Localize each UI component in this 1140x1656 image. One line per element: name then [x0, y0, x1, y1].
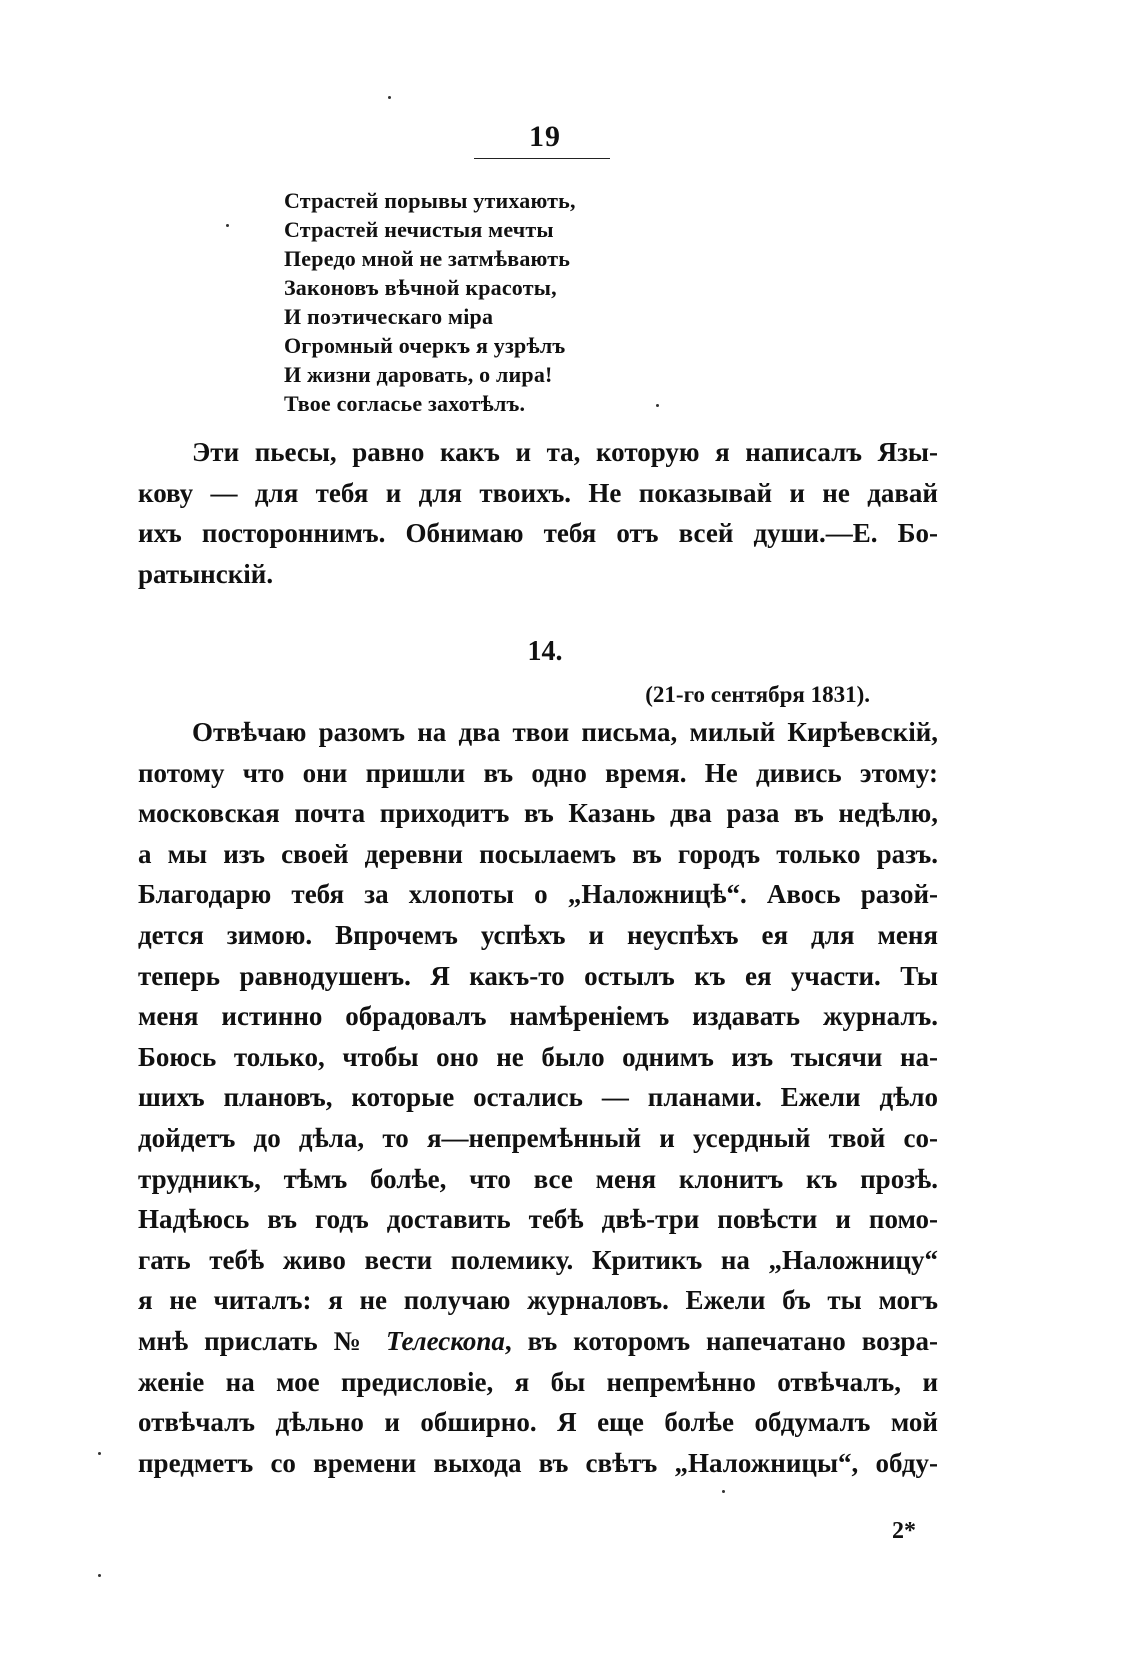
text-line: кову — для тебя и для твоихъ. Не показывай и не давай — [138, 477, 938, 508]
text-line: шихъ плановъ, которые остались — планами. Ежели дѣло — [138, 1082, 938, 1113]
text-line: ратынскій. — [138, 558, 274, 589]
text-line: Боюсь только, чтобы оно не было однимъ изъ тысячи на- — [138, 1041, 938, 1072]
text-line: гать тебѣ живо вести полемику. Критикъ на „Наложницу“ — [138, 1244, 938, 1275]
poem-line: И жизни даровать, о лира! — [284, 362, 553, 387]
text-line: а мы изъ своей деревни посылаемъ въ городъ только разъ. — [138, 838, 938, 869]
text-line: я не читалъ: я не получаю журналовъ. Ежели бъ ты могъ — [138, 1285, 938, 1316]
text-line — [138, 1321, 938, 1362]
text-line: предметъ со времени выхода въ свѣтъ „Наложницы“, обду- — [138, 1447, 938, 1478]
signature-mark: 2* — [892, 1518, 916, 1544]
text-line: Отвѣчаю разомъ на два твои письма, милый Кирѣевскій, — [192, 717, 938, 747]
scan-speck — [98, 1452, 101, 1455]
scan-speck — [656, 404, 659, 407]
page-number: 19 — [529, 120, 561, 153]
scan-speck — [388, 96, 391, 99]
poem-line: Огромный очеркъ я узрѣлъ — [284, 333, 566, 358]
poem-line: Страстей порывы утихають, — [284, 188, 576, 213]
text-line: Эти пьесы, равно какъ и та, которую я написалъ Язы- — [192, 437, 938, 467]
letter-date: (21-го сентября 1831). — [645, 682, 870, 707]
italic-journal-title: Телескопа — [385, 1325, 505, 1356]
header-rule — [474, 158, 610, 159]
text-line: ихъ постороннимъ. Обнимаю тебя отъ всей души.—Е. Бо- — [138, 518, 938, 549]
text-line: дется зимою. Впрочемъ успѣхъ и неуспѣхъ ея для меня — [138, 919, 938, 950]
text-segment: , въ которомъ напечатано возра- — [504, 1325, 938, 1356]
scan-speck — [98, 1574, 101, 1577]
text-line: женіе на мое предисловіе, я бы непремѣнно отвѣчалъ, и — [138, 1366, 938, 1397]
closing-paragraph — [138, 432, 938, 594]
text-segment: мнѣ прислать № — [138, 1325, 386, 1356]
text-line: Надѣюсь въ годъ доставить тебѣ двѣ-три повѣсти и помо- — [138, 1204, 938, 1235]
text-line: отвѣчалъ дѣльно и обширно. Я еще болѣе обдумалъ мой — [138, 1407, 938, 1438]
text-line: московская почта приходитъ въ Казань два раза въ недѣлю, — [138, 798, 938, 829]
letter-number: 14. — [527, 636, 563, 667]
letter-body — [138, 712, 938, 1483]
poem-line: Передо мной не затмѣвають — [284, 246, 571, 271]
text-line: меня истинно обрадовалъ намѣреніемъ издавать журналъ. — [138, 1001, 938, 1032]
scan-speck — [722, 1490, 725, 1493]
poem-line: Законовъ вѣчной красоты, — [284, 275, 557, 300]
scan-speck — [226, 224, 229, 227]
text-line: теперь равнодушенъ. Я какъ-то остылъ къ ея участи. Ты — [138, 960, 938, 991]
poem-stanza — [284, 186, 744, 418]
text-line: дойдетъ до дѣла, то я—непремѣнный и усердный твой со- — [138, 1122, 938, 1153]
poem-line: Страстей нечистыя мечты — [284, 217, 554, 242]
poem-line: И поэтическаго міра — [284, 304, 494, 329]
poem-line: Твое согласье захотѣлъ. — [284, 391, 526, 416]
text-line: трудникъ, тѣмъ болѣе, что все меня клонитъ къ прозѣ. — [138, 1163, 938, 1194]
text-line: Благодарю тебя за хлопоты о „Наложницѣ“. Авось разой- — [138, 879, 938, 910]
text-line: потому что они пришли въ одно время. Не дивись этому: — [138, 757, 938, 788]
